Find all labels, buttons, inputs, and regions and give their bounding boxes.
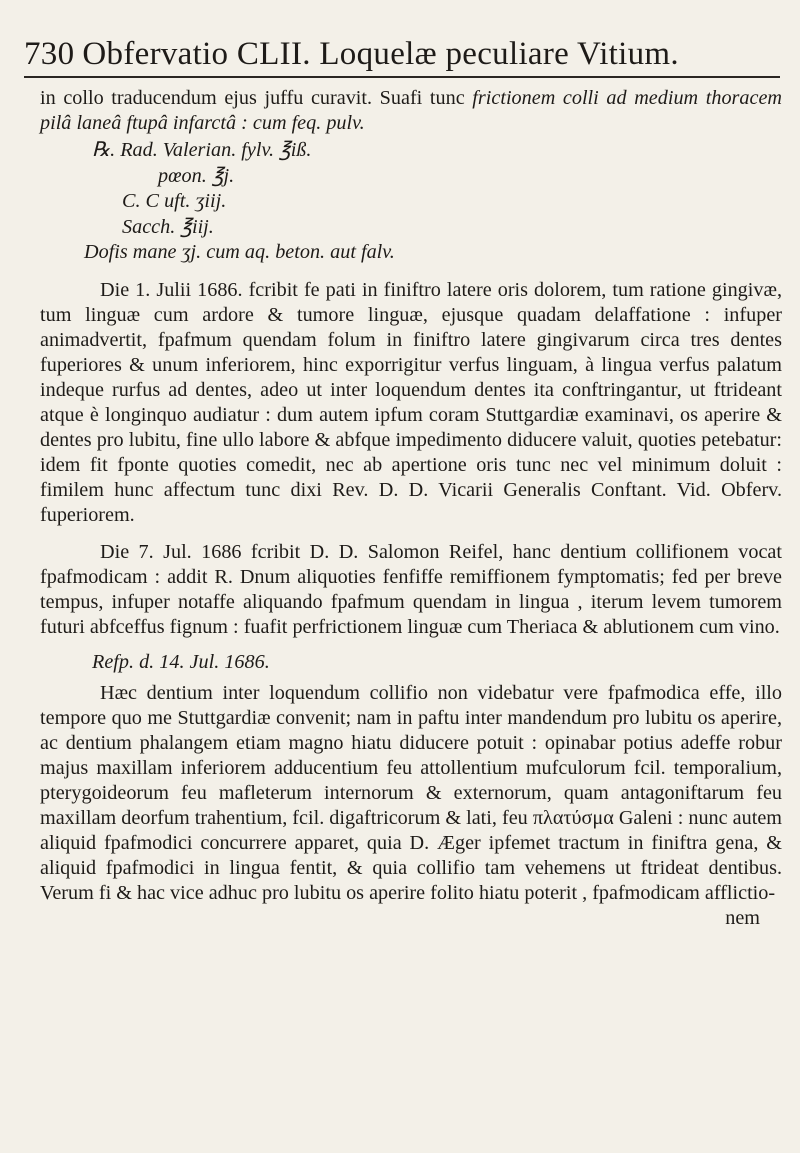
running-title: Obfervatio CLII. Loquelæ peculiare Vitium. [82,36,679,72]
body-text [40,86,782,931]
recipe-dosage: Dofis mane ʒj. cum aq. beton. aut falv. [84,241,395,263]
intro-italic-text: frictionem colli ad medium thoracem pilâ laneâ ftupâ infarctâ : cum feq. pulv. [40,87,782,134]
intro-text: in collo traducendum ejus juffu curavit. Suafi tunc [40,87,473,109]
recipe-line-4: Sacch. ℥iij. [122,215,214,238]
intro-paragraph [40,86,782,136]
paragraph-jul-7: Die 7. Jul. 1686 fcribit D. D. Salomon Reifel, hanc dentium collifionem vocat fpafmodicam : addit R. Dnum aliquoties fenfiffe remiffionem fymptomatis; fed per breve tempus, infuper notaffe aliquando fpafmum quendam in lingua , iterum levem tumorem futuri abfceffus fignum : fuafit perfrictionem linguæ cum Theriaca & ablutionem cum vino. [40,540,782,638]
paragraph-response: Hæc dentium inter loquendum collifio non videbatur vere fpafmodica effe, illo tempore quo me Stuttgardiæ convenit; nam in paftu inter mandendum pro lubitu os aperire, ac dentium phalangem etiam magno hiatu diducere potuit : opinabar potius adeffe robur majus maxillam inferiorem adducentium feu attollentium mufculorum fcil. temporalium, pterygoideorum feu mafleterum internorum & externorum, quam antagoniftarum feu maxillam deorfum trahentium, fcil. digaftricorum & lati, feu πλατύσμα Galeni : nunc autem aliquid fpafmodici concurrere apparet, quia D. Æger ipfemet tractum in finiftra gena, & aliquid fpafmodici in lingua fentit, & quia collifio tam vehemens ut ftrideat dentibus. Verum fi & hac vice adhuc pro lubitu os aperire folito hiatu poterit , fpafmodicam afflictio- [40,681,782,904]
page-number: 730 [24,36,75,72]
response-heading: Refp. d. 14. Jul. 1686. [92,650,270,673]
recipe-line-1: ℞. Rad. Valerian. fylv. ℥iß. [92,139,312,161]
catchword: nem [725,906,760,929]
recipe-line-2: pœon. ℥j. [158,164,235,187]
running-header [24,34,780,78]
recipe-block [40,138,782,266]
recipe-line-3: C. C uft. ʒiij. [122,190,227,212]
paragraph-julii-1: Die 1. Julii 1686. fcribit fe pati in finiftro latere oris dolorem, tum ratione gingivæ, tum linguæ cum ardore & tumore linguæ, ejusque quadam delaffatione : infuper animadvertit, fpafmum quendam folum in finiftro latere gingivarum circa tres dentes fuperiores & unum inferiorem, hinc exporrigitur verfus linguam, à lingua verfus palatum indeque rurfus ad dentes, adeo ut inter loquendum dentes ita conftringantur, ut ftrideant atque è longinquo audiatur : dum autem ipfum coram Stuttgardiæ examinavi, os aperire & dentes pro lubitu, fine ullo labore & abfque impedimento diducere valuit, quoties petebatur: idem fit fponte quoties comedit, nec ab apertione oris tunc nec vel minimum doluit : fimilem hunc affectum tunc dixi Rev. D. D. Vicarii Generalis Conftant. Vid. Obferv. fuperiorem. [40,278,782,526]
